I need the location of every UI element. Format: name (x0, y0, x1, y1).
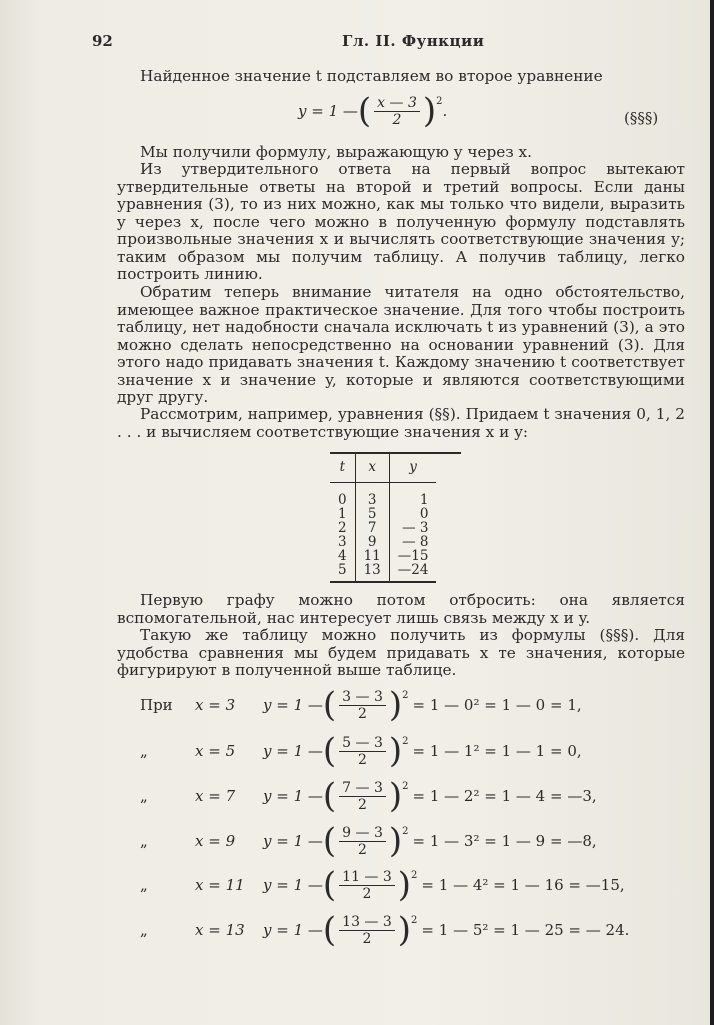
formula-numerator: x — 3 (374, 95, 420, 112)
table-cell: 13 (355, 563, 389, 582)
table-cell: 4 (338, 548, 347, 564)
calc-result: = 1 — 5² = 1 — 25 = — 24. (421, 921, 630, 939)
table-cell: 0 (338, 492, 347, 508)
table-cell: 5 (330, 563, 355, 582)
table-cell: 3 (355, 483, 389, 508)
paragraph-6: Такую же таблицу можно получить из формулы (§§§). Для удобства сравнения мы будем придавать x те значения, которые фигурируют в полученной выше таблице. (117, 626, 685, 679)
calc-fraction (339, 689, 386, 722)
formula-power: 2 (436, 95, 443, 107)
table-row (330, 549, 436, 563)
table-cell: —15 (397, 548, 429, 564)
formula-main: y = 1 — ( $\frac{x — 3}{2}$ ) 2 . (298, 91, 448, 131)
formula-lhs: y = 1 — (298, 102, 358, 120)
calc-x: x = 13 (195, 921, 245, 939)
body-text-5 (117, 592, 685, 627)
table-row (330, 535, 436, 549)
calc-numerator: 3 — 3 (339, 689, 386, 706)
table-cell: 2 (338, 520, 347, 536)
paragraph-3: Обратим теперь внимание читателя на одно обстоятельство, имеющее важное практическое значение. Для того чтобы построить таблицу, нет надобности сначала исключать t из уравнений (3), а это можно сделать непосредственно на основании уравнений (3). Для этого надо придавать значения t. Каждому значению t соответствует значение x и значение y, которые и являются соответствующими друг другу. (117, 283, 685, 406)
table-cell: 11 (355, 549, 389, 563)
table-header-x: x (355, 452, 389, 483)
calc-result: = 1 — 0² = 1 — 0 = 1, (412, 696, 582, 714)
calc-row: „ x = 7 y = 1 — ( $\frac{7 — 3}{2}$ ) 2 = 1 — 2² = 1 — 4 = —3, (140, 776, 597, 816)
table-header-t: t (330, 452, 355, 483)
calc-denominator: 2 (358, 751, 367, 768)
calc-y: y = 1 — (263, 742, 323, 760)
calc-prefix: „ (140, 742, 148, 760)
calc-denominator: 2 (358, 705, 367, 722)
calc-y: y = 1 — (263, 696, 323, 714)
calc-prefix: „ (140, 876, 148, 894)
calc-row: „ x = 5 y = 1 — ( $\frac{5 — 3}{2}$ ) 2 = 1 — 1² = 1 — 1 = 0, (140, 731, 582, 771)
formula-denominator: 2 (392, 111, 402, 128)
calc-row: „ x = 13 y = 1 — ( $\frac{13 — 3}{2}$ ) 2 = 1 — 5² = 1 — 25 = — 24. (140, 910, 630, 950)
calc-prefix: „ (140, 787, 148, 805)
table-header-y: y (389, 452, 436, 483)
calc-result: = 1 — 1² = 1 — 1 = 0, (412, 742, 582, 760)
intro-line: Найденное значение t подставляем во второе уравнение (140, 67, 603, 85)
calc-fraction (339, 914, 395, 947)
calc-denominator: 2 (358, 841, 367, 858)
calc-result: = 1 — 2² = 1 — 4 = —3, (412, 787, 597, 805)
calc-fraction (339, 869, 395, 902)
table-cell: 1 (419, 492, 429, 508)
table-cell: 1 (338, 506, 347, 522)
calc-x: x = 7 (195, 787, 236, 805)
table-cell: — 8 (402, 534, 429, 550)
body-text-4 (117, 406, 685, 441)
equation-tag: (§§§) (624, 109, 659, 127)
calc-prefix: При (140, 696, 173, 714)
table-cell: 3 (338, 534, 347, 550)
calc-x: x = 3 (195, 696, 236, 714)
chapter-title: Гл. II. Функции (342, 32, 485, 50)
body-text-1 (117, 144, 685, 162)
table-row (330, 507, 436, 521)
calc-numerator: 11 — 3 (339, 869, 395, 886)
calc-row: „ x = 9 y = 1 — ( $\frac{9 — 3}{2}$ ) 2 = 1 — 3² = 1 — 9 = —8, (140, 821, 597, 861)
calc-y: y = 1 — (263, 876, 323, 894)
paragraph-1: Мы получили формулу, выражающую y через x. (140, 143, 533, 161)
table-cell: 7 (355, 521, 389, 535)
calc-numerator: 9 — 3 (339, 825, 386, 842)
calc-result: = 1 — 4² = 1 — 16 = —15, (421, 876, 625, 894)
table-cell: 9 (355, 535, 389, 549)
paragraph-4: Рассмотрим, например, уравнения (§§). Придаем t значения 0, 1, 2 . . . и вычисляем соответствующие значения x и y: (117, 405, 685, 441)
table-row (330, 521, 436, 535)
running-header (92, 32, 654, 54)
paragraph-5: Первую графу можно потом отбросить: она является вспомогательной, нас интересует лишь связь между x и y. (117, 591, 685, 627)
calc-prefix: „ (140, 832, 148, 850)
calc-numerator: 7 — 3 (339, 780, 386, 797)
page-number: 92 (92, 32, 113, 50)
table-cell: 5 (355, 507, 389, 521)
calc-numerator: 13 — 3 (339, 914, 395, 931)
body-text-3 (117, 284, 685, 407)
body-text-2 (117, 161, 685, 284)
calc-denominator: 2 (362, 885, 372, 902)
calc-y: y = 1 — (263, 832, 323, 850)
intro-paragraph (117, 68, 685, 86)
calc-x: x = 11 (195, 876, 245, 894)
calc-fraction (339, 780, 386, 813)
calc-fraction (339, 735, 386, 768)
calc-row: „ x = 11 y = 1 — ( $\frac{11 — 3}{2}$ ) 2 = 1 — 4² = 1 — 16 = —15, (140, 865, 625, 905)
paragraph-2: Из утвердительного ответа на первый вопрос вытекают утвердительные ответы на второй и третий вопросы. Если даны уравнения (3), то из них можно, как мы только что видели, выразить y через x, после чего можно в полученную формулу подставлять произвольные значения x и вычислять соответствующие значения y; таким образом мы получим таблицу. А получив таблицу, легко построить линию. (117, 160, 685, 283)
body-text-6 (117, 627, 685, 680)
calc-result: = 1 — 3² = 1 — 9 = —8, (412, 832, 597, 850)
calc-denominator: 2 (362, 930, 372, 947)
calc-prefix: „ (140, 921, 148, 939)
values-table (330, 452, 436, 583)
table-cell: — 3 (402, 520, 429, 536)
table-cell: 0 (419, 506, 429, 522)
calc-denominator: 2 (358, 796, 367, 813)
formula-fraction (374, 95, 420, 128)
calc-x: x = 9 (195, 832, 236, 850)
calc-row: При x = 3 y = 1 — ( $\frac{3 — 3}{2}$ ) 2 = 1 — 0² = 1 — 0 = 1, (140, 685, 582, 725)
calc-x: x = 5 (195, 742, 236, 760)
table-row (330, 483, 436, 508)
table-row (330, 563, 436, 582)
table-cell: —24 (389, 563, 436, 582)
calc-y: y = 1 — (263, 787, 323, 805)
calc-numerator: 5 — 3 (339, 735, 386, 752)
page-edge (710, 0, 714, 1025)
calc-y: y = 1 — (263, 921, 323, 939)
calc-fraction (339, 825, 386, 858)
